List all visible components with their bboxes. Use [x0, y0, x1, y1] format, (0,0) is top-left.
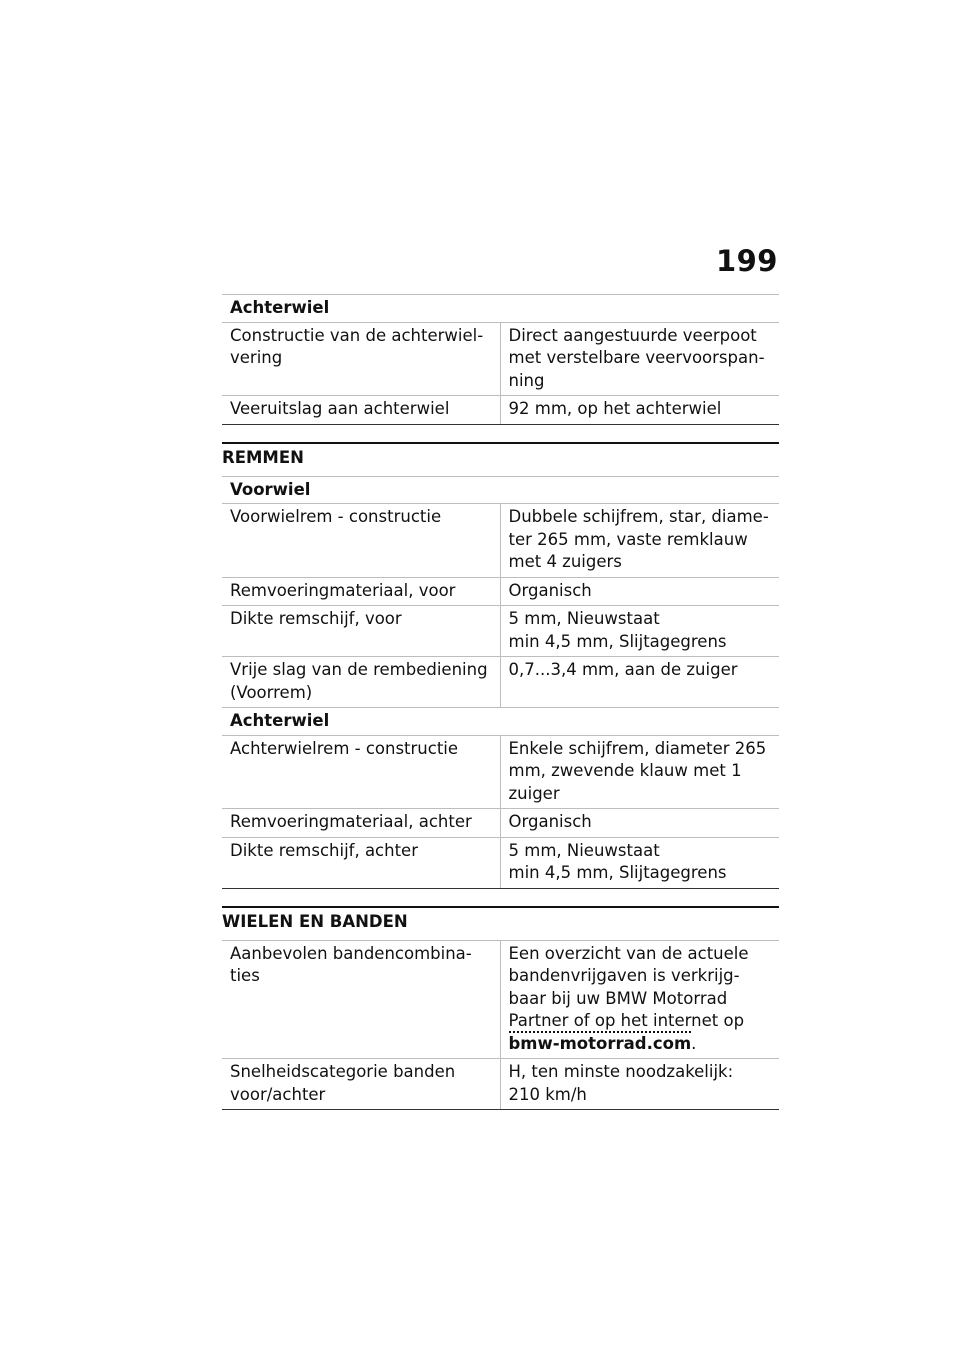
spec-label: Achterwielrem - constructie: [222, 735, 500, 809]
subheading-front-wheel: Voorwiel: [222, 476, 779, 504]
spec-value: [500, 1059, 779, 1110]
spec-value: 92 mm, op het achterwiel: [500, 396, 779, 425]
subheading-rear-wheel: Achterwiel: [222, 295, 779, 323]
spec-value: [500, 837, 779, 888]
table-row: [222, 1059, 779, 1110]
table-row: [222, 940, 779, 1059]
spec-value: Organisch: [500, 809, 779, 838]
bmw-motorrad-link[interactable]: bmw-motorrad.com: [509, 1031, 692, 1053]
spec-value-text: Een overzicht van de actuele bandenvrijgaven is verkrijg-baar bij uw BMW Motorrad Partner of op het internet op: [508, 943, 749, 1030]
table-row: [222, 577, 779, 606]
table-row: [222, 396, 779, 425]
table-subheading-row: [222, 476, 779, 504]
table-row: [222, 322, 779, 396]
spec-label: Remvoeringmateriaal, achter: [222, 809, 500, 838]
spec-value: [500, 940, 779, 1059]
rear-suspension-table: [222, 294, 779, 425]
section-title-wheels-tyres: WIELEN EN BANDEN: [222, 906, 779, 940]
spec-value-line: min 4,5 mm, Slijtagegrens: [508, 631, 727, 651]
spec-value-line: 210 km/h: [508, 1084, 587, 1104]
spec-value: 0,7...3,4 mm, aan de zuiger: [500, 657, 779, 708]
table-row: [222, 657, 779, 708]
table-row: [222, 809, 779, 838]
table-row: [222, 837, 779, 888]
page-number: 199: [715, 244, 778, 278]
table-subheading-row: [222, 708, 779, 736]
spec-label: Constructie van de achterwiel-vering: [222, 322, 500, 396]
spec-value-line: H, ten minste noodzakelijk:: [508, 1062, 734, 1081]
spec-label: Snelheidscategorie banden voor/achter: [222, 1059, 500, 1110]
spec-label: Dikte remschijf, voor: [222, 606, 500, 657]
brakes-table: [222, 476, 779, 889]
spec-content: [222, 294, 779, 1110]
spec-value: Organisch: [500, 577, 779, 606]
spec-value-line: 5 mm, Nieuwstaat: [508, 609, 660, 628]
wheels-table: [222, 940, 779, 1111]
spec-label: Aanbevolen bandencombina-ties: [222, 940, 500, 1059]
spec-value-line: min 4,5 mm, Slijtagegrens: [508, 863, 727, 882]
table-row: [222, 504, 779, 578]
table-row: [222, 606, 779, 657]
spec-value: Dubbele schijfrem, star, diame-ter 265 mm, vaste remklauw met 4 zuigers: [500, 504, 779, 578]
spec-label: Veeruitslag aan achterwiel: [222, 396, 500, 425]
spec-label: Remvoeringmateriaal, voor: [222, 577, 500, 606]
spec-value-line: 5 mm, Nieuwstaat: [508, 840, 660, 860]
link-trailing-punctuation: .: [691, 1033, 697, 1053]
spec-value: Direct aangestuurde veerpoot met verstelbare veervoorspan-ning: [500, 322, 779, 396]
spec-label: Vrije slag van de rembediening (Voorrem): [222, 657, 500, 708]
table-subheading-row: [222, 295, 779, 323]
subheading-rear-wheel: Achterwiel: [222, 708, 779, 736]
spec-value: [500, 606, 779, 657]
section-title-brakes: REMMEN: [222, 442, 779, 476]
spec-value: Enkele schijfrem, diameter 265 mm, zwevende klauw met 1 zuiger: [500, 735, 779, 809]
table-row: [222, 735, 779, 809]
spec-label: Dikte remschijf, achter: [222, 837, 500, 888]
spec-label: Voorwielrem - constructie: [222, 504, 500, 578]
